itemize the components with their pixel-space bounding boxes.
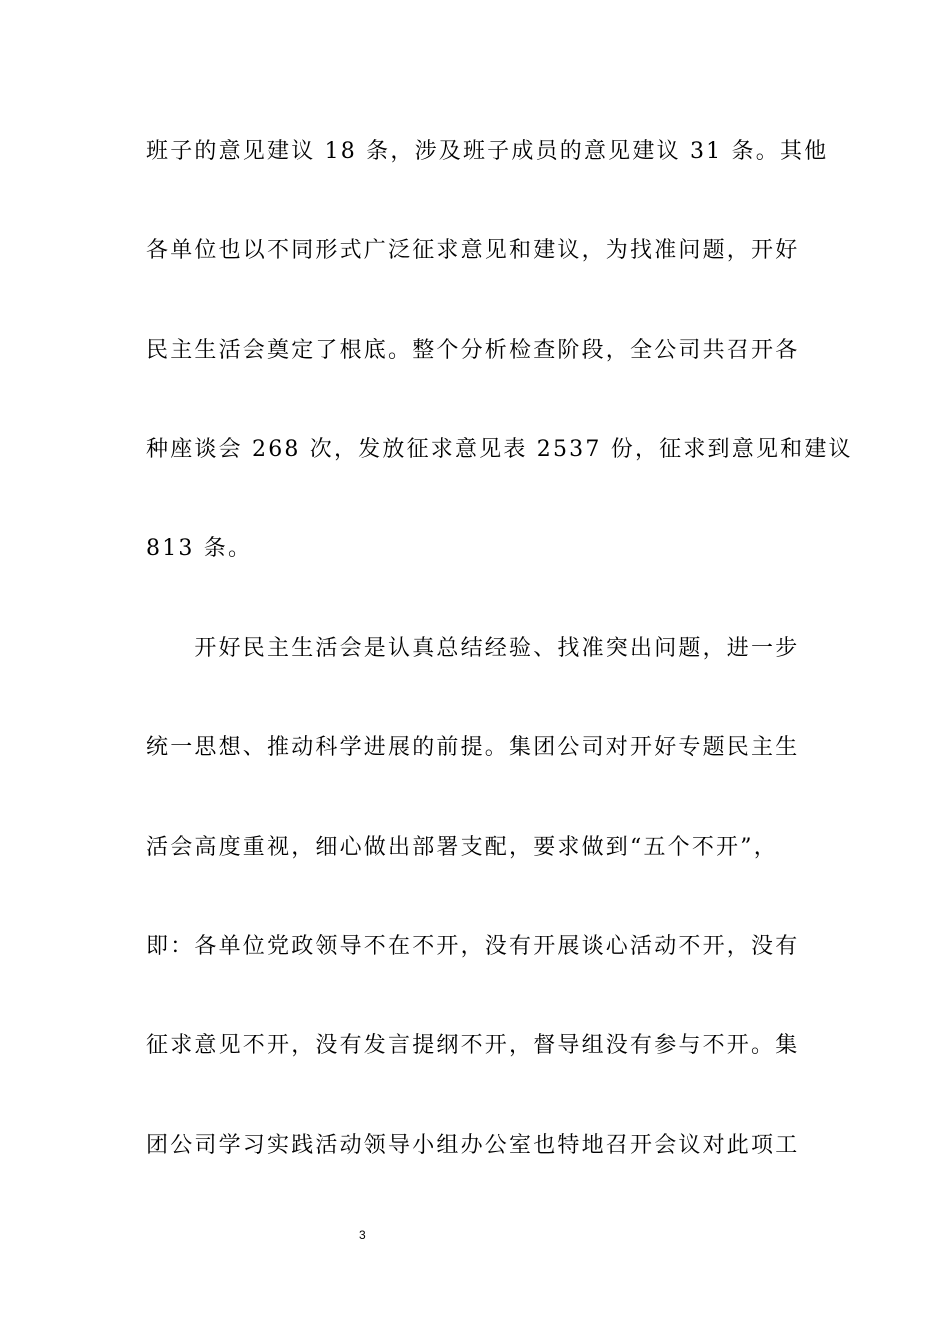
page-number: 3 bbox=[359, 1228, 366, 1242]
paragraph-start-line: 开好民主生活会是认真总结经验、找准突出问题，进一步 bbox=[146, 636, 800, 661]
text-line: 民主生活会奠定了根底。整个分析检查阶段，全公司共召开各 bbox=[146, 338, 800, 363]
text-line: 活会高度重视，细心做出部署支配，要求做到“五个不开”， bbox=[146, 835, 778, 860]
text-line: 各单位也以不同形式广泛征求意见和建议，为找准问题，开好 bbox=[146, 238, 800, 263]
text-line: 813 条。 bbox=[146, 536, 253, 561]
text-line: 即：各单位党政领导不在不开，没有开展谈心活动不开，没有 bbox=[146, 934, 800, 959]
text-line: 班子的意见建议 18 条，涉及班子成员的意见建议 31 条。其他 bbox=[146, 139, 829, 164]
text-line: 团公司学习实践活动领导小组办公室也特地召开会议对此项工 bbox=[146, 1133, 800, 1158]
text-line: 种座谈会 268 次，发放征求意见表 2537 份，征求到意见和建议 bbox=[146, 437, 853, 462]
text-line: 征求意见不开，没有发言提纲不开，督导组没有参与不开。集 bbox=[146, 1033, 800, 1058]
text-line: 统一思想、推动科学进展的前提。集团公司对开好专题民主生 bbox=[146, 735, 800, 760]
